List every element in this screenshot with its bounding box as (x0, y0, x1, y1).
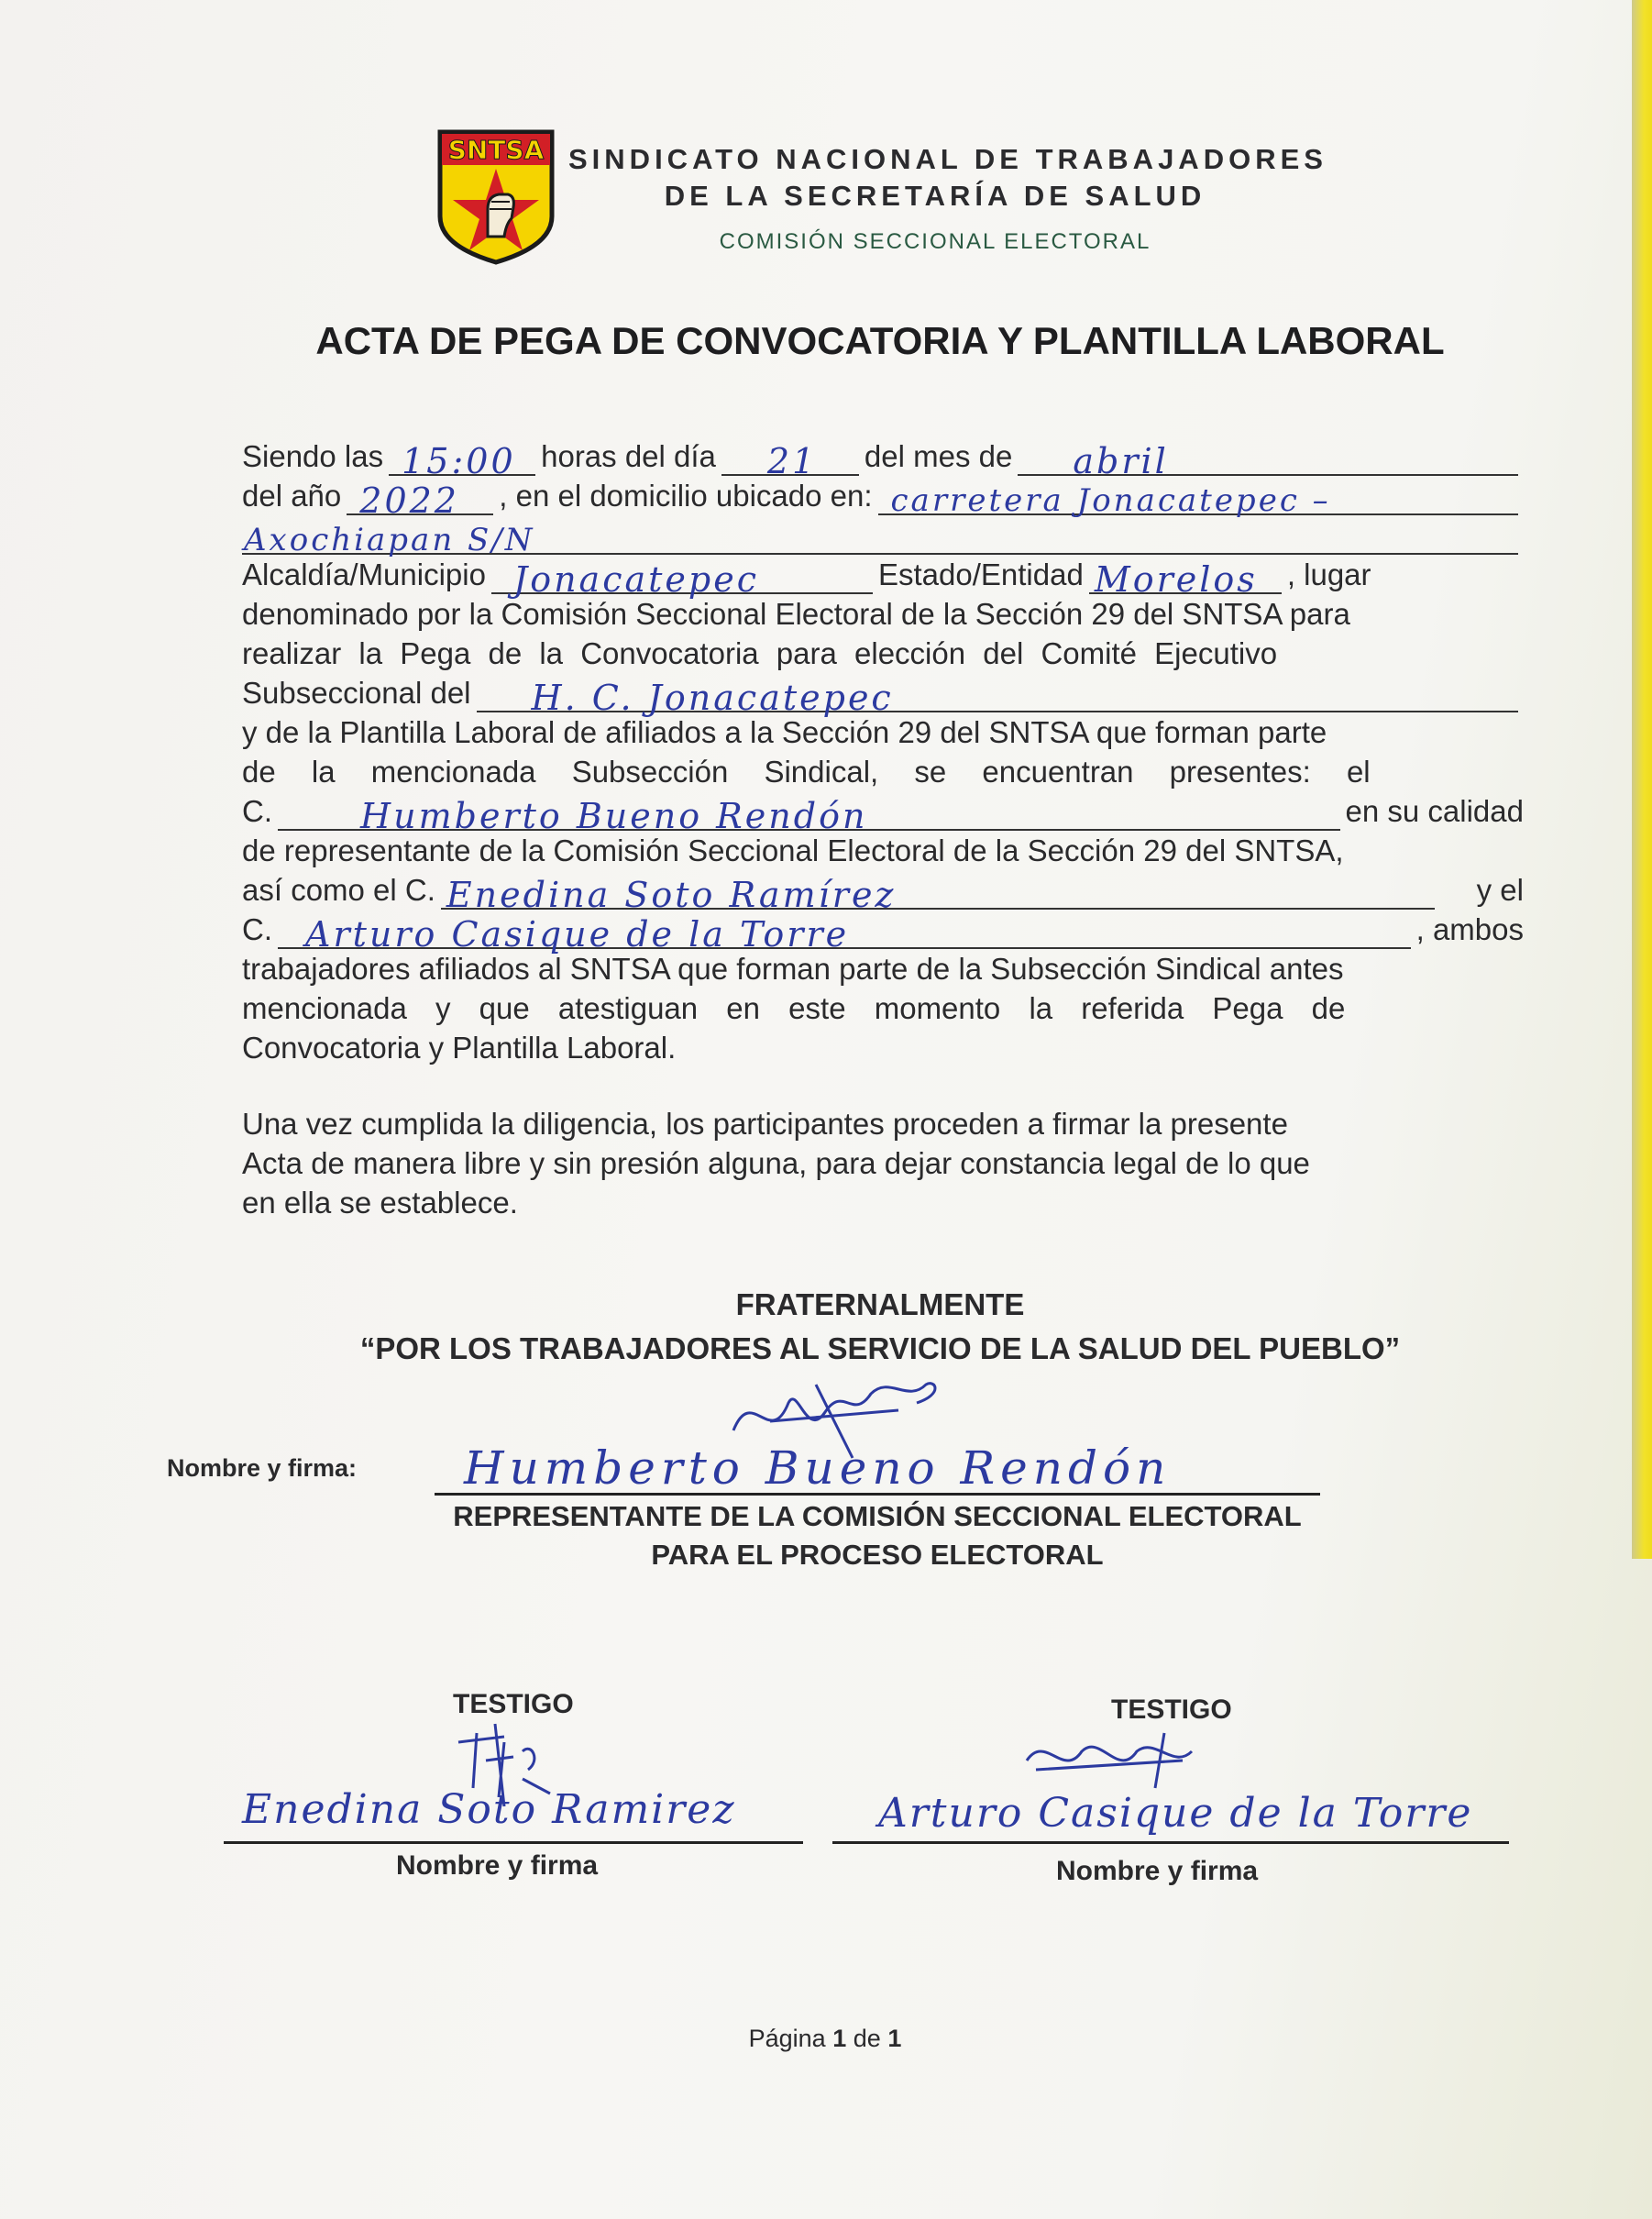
body-text-line: Acta de manera libre y sin presión alguna, para dejar constancia legal de lo que (242, 1146, 1310, 1180)
representative-caption-1: REPRESENTANTE DE LA COMISIÓN SECCIONAL ELECTORAL (453, 1500, 1302, 1532)
witness2-signature-line (832, 1841, 1509, 1844)
form-line: Alcaldía/Municipio Jonacatepec Estado/Entidad Morelos , lugar (242, 558, 1371, 600)
body-text-line: denominado por la Comisión Seccional Electoral de la Sección 29 del SNTSA para (242, 597, 1350, 631)
testigo-label-2: TESTIGO (1111, 1695, 1232, 1725)
yellow-folder-edge (1632, 0, 1652, 1559)
body-text-line: de la mencionada Subsección Sindical, se encuentran presentes: el (242, 755, 1371, 789)
sntsa-logo (435, 128, 557, 266)
closing-motto: “POR LOS TRABAJADORES AL SERVICIO DE LA SALUD DEL PUEBLO” (359, 1331, 1401, 1365)
body-text-line: y de la Plantilla Laboral de afiliados a la Sección 29 del SNTSA que forman parte (242, 715, 1327, 749)
testigo2-field: Arturo Casique de la Torre (278, 914, 1411, 949)
witness1-signature-line (224, 1841, 803, 1844)
witness1-caption: Nombre y firma (396, 1850, 599, 1881)
form-line: C. Arturo Casique de la Torre , ambos (242, 912, 1524, 955)
witness2-signature (1018, 1724, 1201, 1797)
dia-field: 21 (721, 441, 859, 476)
nombre-firma-label: Nombre y firma: (167, 1454, 358, 1482)
representative-name-handwritten: Humberto Bueno Rendón (464, 1441, 1172, 1495)
body-text-line: de representante de la Comisión Seccional Electoral de la Sección 29 del SNTSA, (242, 834, 1344, 867)
representative-signature-line (435, 1493, 1320, 1496)
testigo-label-1: TESTIGO (453, 1689, 574, 1719)
mes-field: abril (1018, 441, 1518, 476)
form-line: C. Humberto Bueno Rendón en su calidad (242, 794, 1524, 836)
form-line: del año 2022 , en el domicilio ubicado en: carretera Jonacatepec – (242, 476, 1524, 515)
form-line: Subseccional del H. C. Jonacatepec (242, 673, 1524, 712)
domicilio-field-2: Axochiapan S/N (242, 520, 1518, 555)
alcaldia-field: Jonacatepec (491, 559, 873, 594)
closing-salutation: FRATERNALMENTE (735, 1287, 1025, 1321)
document-title: ACTA DE PEGA DE CONVOCATORIA Y PLANTILLA LABORAL (315, 319, 1445, 362)
subseccional-field: H. C. Jonacatepec (477, 678, 1519, 712)
body-text-line: mencionada y que atestiguan en este momento la referida Pega de (242, 991, 1346, 1025)
witness1-name-handwritten: Enedina Soto Ramirez (242, 1786, 736, 1833)
form-line: Siendo las 15:00 horas del día 21 del mes de abril (242, 436, 1524, 476)
body-text-line: trabajadores afiliados al SNTSA que forman parte de la Subsección Sindical antes (242, 952, 1344, 986)
document-body (242, 436, 1524, 1222)
org-name-line1: SINDICATO NACIONAL DE TRABAJADORES (568, 143, 1327, 175)
form-line (242, 515, 1524, 558)
estado-field: Morelos (1089, 559, 1282, 594)
hora-field: 15:00 (389, 441, 535, 476)
org-name-line2: DE LA SECRETARÍA DE SALUD (664, 180, 1206, 212)
representante-field: Humberto Bueno Rendón (278, 796, 1340, 831)
witness2-name-handwritten: Arturo Casique de la Torre (878, 1790, 1473, 1837)
svg-text:SNTSA: SNTSA (447, 135, 545, 165)
form-line: así como el C. Enedina Soto Ramírez y el (242, 873, 1524, 915)
org-commission: COMISIÓN SECCIONAL ELECTORAL (719, 229, 1151, 254)
page-number: Página 1 de 1 (748, 2025, 902, 2052)
body-text-line: Una vez cumplida la diligencia, los participantes proceden a firmar la presente (242, 1107, 1288, 1141)
representative-caption-2: PARA EL PROCESO ELECTORAL (651, 1539, 1104, 1571)
body-text-line: en ella se establece. (242, 1186, 518, 1220)
testigo1-field: Enedina Soto Ramírez (441, 875, 1435, 910)
witness2-caption: Nombre y firma (1056, 1856, 1259, 1886)
body-text-line: Convocatoria y Plantilla Laboral. (242, 1031, 677, 1065)
closing-paragraph (242, 1104, 1524, 1222)
body-text-line: realizar la Pega de la Convocatoria para elección del Comité Ejecutivo (242, 636, 1278, 670)
domicilio-field: carretera Jonacatepec – (878, 480, 1518, 515)
anio-field: 2022 (347, 480, 493, 515)
